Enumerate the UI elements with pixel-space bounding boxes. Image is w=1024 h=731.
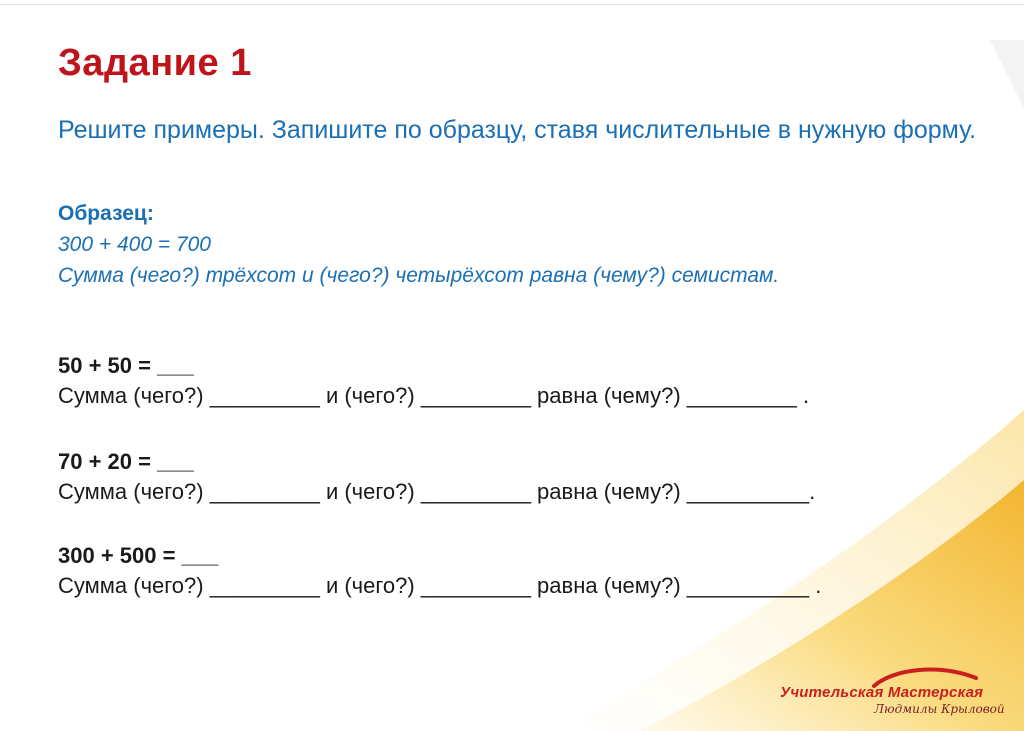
sample-equation: 300 + 400 = 700	[58, 233, 211, 256]
exercise-2	[58, 447, 1008, 507]
exercise-sentence: Сумма (чего?) _________ и (чего?) _________ равна (чему?) __________ .	[58, 573, 822, 598]
sample-sentence: Сумма (чего?) трёхсот и (чего?) четырёхсот равна (чему?) семистам.	[58, 264, 780, 287]
page-title: Задание 1	[58, 42, 252, 84]
exercise-sentence: Сумма (чего?) _________ и (чего?) _________ равна (чему?) __________.	[58, 479, 816, 504]
exercise-equation: 50 + 50 = ___	[58, 353, 194, 378]
exercise-equation: 70 + 20 = ___	[58, 449, 194, 474]
exercise-3	[58, 541, 1008, 601]
exercise-sentence: Сумма (чего?) _________ и (чего?) _________ равна (чему?) _________ .	[58, 383, 810, 408]
exercise-1	[58, 351, 1008, 411]
logo-title: Учительская Мастерская	[780, 684, 984, 701]
sample-heading: Образец:	[58, 202, 154, 225]
task-instruction: Решите примеры. Запишите по образцу, ставя числительные в нужную форму.	[58, 116, 977, 144]
publisher-logo	[774, 664, 1004, 720]
logo-subtitle: Людмилы Крыловой	[874, 702, 1005, 716]
sample-block	[58, 198, 972, 291]
exercise-equation: 300 + 500 = ___	[58, 543, 219, 568]
